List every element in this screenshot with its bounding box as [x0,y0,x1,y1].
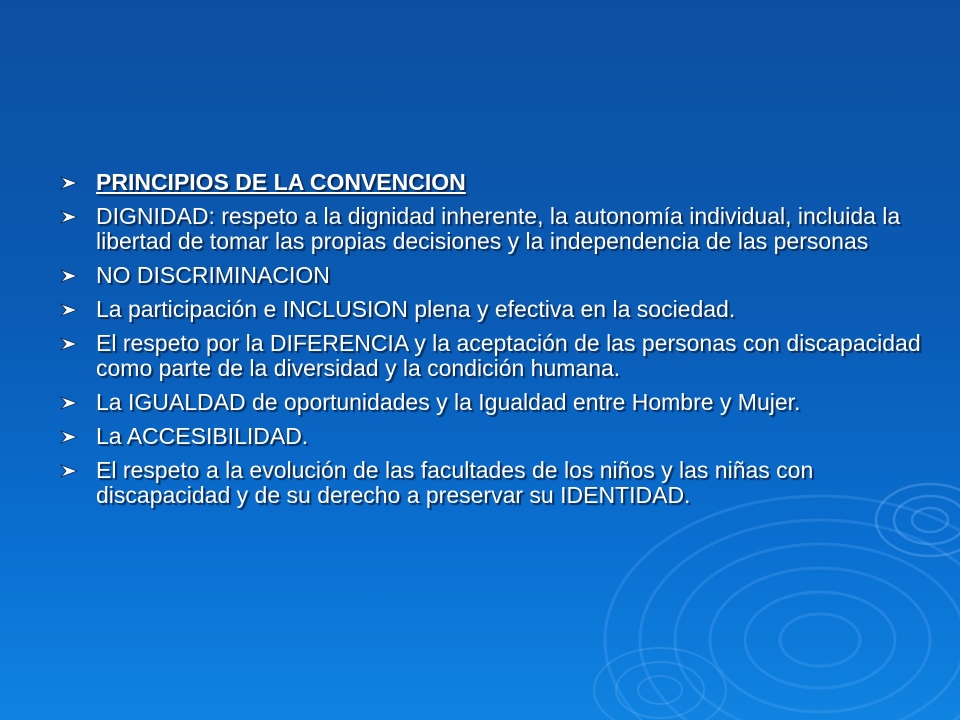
principle-bullet-item [60,297,930,322]
bullet-text: El respeto por la DIFERENCIA y la aceptación de las personas con discapacidad como parte de la diversidad y la condición humana. [96,330,921,381]
principle-bullet-item [60,263,930,288]
bullet-text: El respeto a la evolución de las facultades de los niños y las niñas con discapacidad y de su derecho a preservar su IDENTIDAD. [96,457,814,508]
arrowhead-bullet-icon [60,210,78,224]
arrowhead-bullet-icon [60,176,78,190]
arrowhead-bullet-icon [60,396,78,410]
principle-bullet-item [60,390,930,415]
principle-bullet-item [60,424,930,449]
arrowhead-bullet-icon [60,464,78,478]
bullet-text: DIGNIDAD: respeto a la dignidad inherente, la autonomía individual, incluida la libertad de tomar las propias decisiones y la independencia de las personas [96,203,901,254]
principle-bullet-item [60,331,930,381]
principles-bullet-list [60,170,930,517]
bullet-text: La ACCESIBILIDAD. [96,423,309,449]
heading-bullet-item [60,170,930,195]
bullet-text: NO DISCRIMINACION [96,262,330,288]
principle-bullet-item [60,458,930,508]
arrowhead-bullet-icon [60,430,78,444]
arrowhead-bullet-icon [60,337,78,351]
slide-heading: PRINCIPIOS DE LA CONVENCION [96,169,466,195]
bullet-text: La participación e INCLUSION plena y efectiva en la sociedad. [96,296,736,322]
principle-bullet-item [60,204,930,254]
arrowhead-bullet-icon [60,303,78,317]
arrowhead-bullet-icon [60,269,78,283]
bullet-text: La IGUALDAD de oportunidades y la Igualdad entre Hombre y Mujer. [96,389,801,415]
